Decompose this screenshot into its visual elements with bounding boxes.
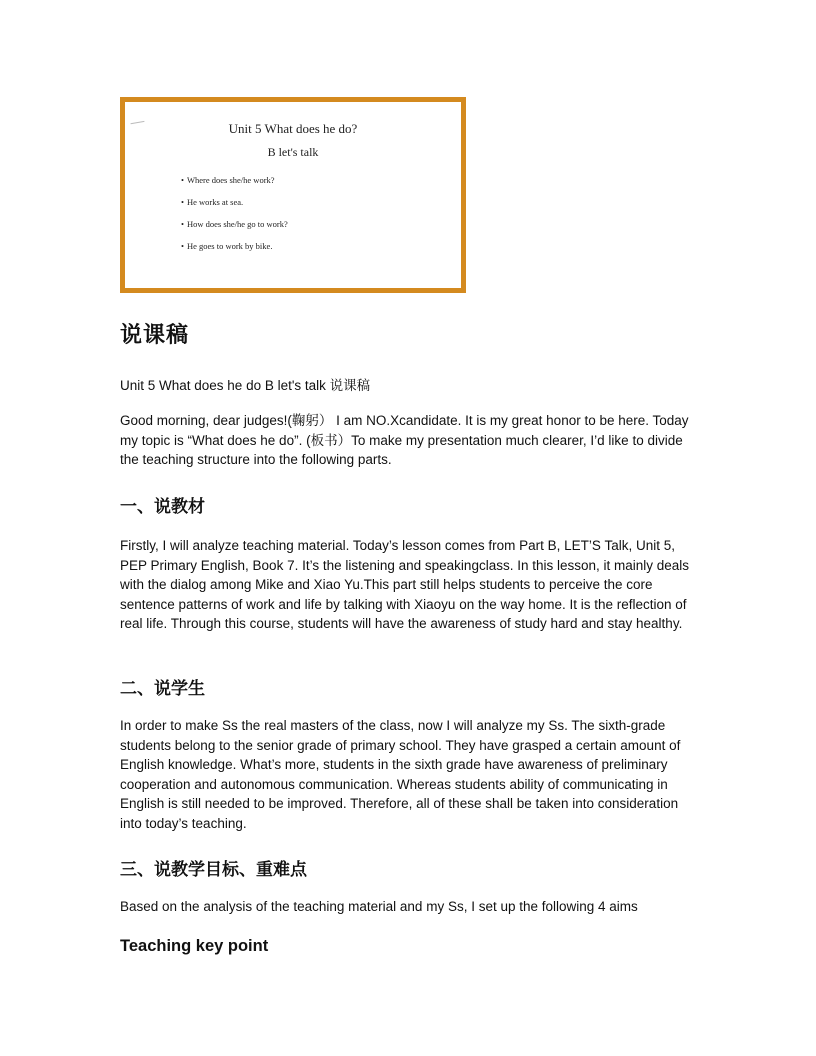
slide-bullet: • He goes to work by bike. [181,239,288,261]
document-subtitle: Unit 5 What does he do B let's talk 说课稿 [120,378,371,393]
intro-paragraph: Good morning, dear judges!(鞠躬） I am NO.Xcandidate. It is my great honor to be here. Today my topic is “What does he do”. (板书）To make my presentation much clearer, I’d like to divide the teaching structure into the following parts. [120,413,689,468]
section-heading-textbook: 一、说教材 [120,497,205,516]
document-title: 说课稿 [120,322,190,347]
section-paragraph-students: In order to make Ss the real masters of the class, now I will analyze my Ss. The sixth-grade students belong to the senior grade of primary school. They have grasped a certain amount of English knowledge. What’s more, students in the sixth grade have awareness of preliminary cooperation and autonomous communication. Whereas students ability of communicating in English is still needed to be improved. Therefore, all of these shall be taken into consideration into today’s teaching. [120,718,681,831]
slide-bullet: • He works at sea. [181,195,288,217]
slide-bullet: • Where does she/he work? [181,173,288,195]
slide-bullet-list [181,173,288,261]
slide-title: Unit 5 What does he do? [228,121,358,136]
slide-subtitle: B let's talk [267,145,319,159]
section-heading-objectives: 三、说教学目标、重难点 [120,860,307,879]
section-paragraph-objectives: Based on the analysis of the teaching material and my Ss, I set up the following 4 aims [120,899,638,914]
key-point-heading: Teaching key point [120,937,269,955]
section-paragraph-textbook: Firstly, I will analyze teaching material. Today’s lesson comes from Part B, LET’S Talk, Unit 5, PEP Primary English, Book 7. It’s the listening and speakingclass. In this lesson, it mainly deals with the dialog among Mike and Xiao Yu.This part still helps students to perceive the core sentence patterns of work and life by talking with Xiaoyu on the way home. It is the reflection of real life. Through this course, students will have the awareness of study hard and stay healthy. [120,538,690,632]
section-heading-students: 二、说学生 [120,679,205,698]
slide-image [120,97,466,293]
slide-bullet: • How does she/he go to work? [181,217,288,239]
